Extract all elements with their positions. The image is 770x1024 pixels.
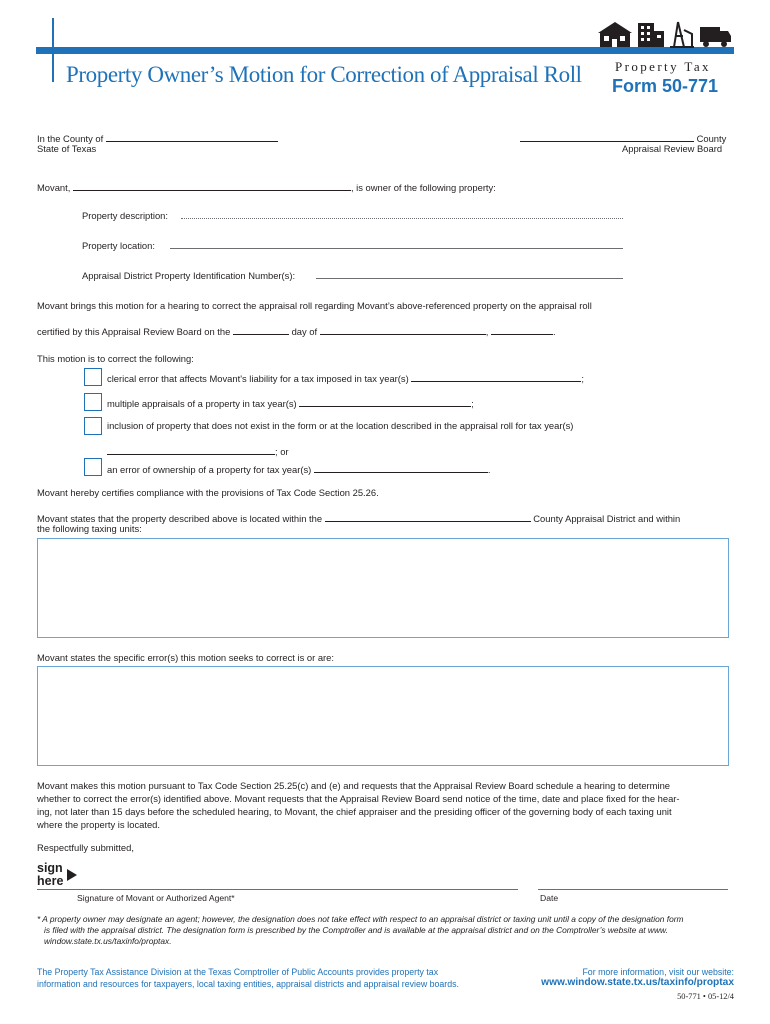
- nonexistent-end: ; or: [275, 446, 289, 457]
- movant-name-input[interactable]: [73, 180, 351, 191]
- closing-line-2: whether to correct the error(s) identified above. Movant requests that the Appraisal Review Board send notice of the time, date and place fixed for the hear-: [37, 793, 680, 804]
- clerical-error-option: [107, 371, 584, 385]
- header-blue-bar: [36, 47, 734, 54]
- house-icon: [598, 22, 632, 47]
- errors-label: Movant states the specific error(s) this motion seeks to correct is or are:: [37, 652, 334, 663]
- county-input[interactable]: [106, 131, 278, 142]
- period-text: .: [552, 326, 556, 337]
- clerical-error-label: clerical error that affects Movant's liability for a tax imposed in tax year(s): [107, 373, 409, 384]
- movant-label: Movant,: [37, 182, 71, 193]
- comma-text: ,: [485, 326, 489, 337]
- truck-icon: [700, 27, 731, 47]
- header-icons: [596, 18, 734, 48]
- property-location-label: Property location:: [82, 240, 155, 251]
- ownership-tax-year-input[interactable]: [314, 462, 488, 473]
- respectfully-submitted: Respectfully submitted,: [37, 842, 134, 853]
- movant-line: [37, 180, 496, 194]
- footer-left-line-2: information and resources for taxpayers, local taxing entities, appraisal districts and appraisal review boards.: [37, 979, 459, 989]
- taxing-units-suffix: County Appraisal District and within: [533, 513, 681, 524]
- ownership-end: .: [487, 464, 491, 475]
- certify-statement: Movant hereby certifies compliance with the provisions of Tax Code Section 25.26.: [37, 487, 379, 498]
- property-id-label: Appraisal District Property Identification Number(s):: [82, 270, 296, 281]
- nonexistent-property-label: inclusion of property that does not exist in the form or at the location described in the appraisal roll for tax year(s): [107, 420, 574, 431]
- footer-right-line-1: For more information, visit our website:: [582, 967, 734, 977]
- nonexistent-property-checkbox[interactable]: [84, 417, 102, 435]
- property-id-input[interactable]: [316, 267, 623, 279]
- sign-here-word1: sign: [37, 861, 63, 875]
- footnote-line-2: is filed with the appraisal district. The designation form is prescribed by the Comptroller and is available at the appraisal district and on the Comptroller’s website at www.: [44, 925, 668, 935]
- footnote-line-3: window.state.tx.us/taxinfo/proptax.: [44, 936, 172, 946]
- board-label: Appraisal Review Board: [622, 143, 723, 154]
- arb-county-input[interactable]: [520, 131, 694, 142]
- clerical-end: ;: [581, 373, 584, 384]
- multiple-tax-year-input[interactable]: [299, 396, 471, 407]
- footer-left-line-1: The Property Tax Assistance Division at the Texas Comptroller of Public Accounts provides property tax: [37, 967, 439, 977]
- multiple-appraisals-option: [107, 396, 474, 410]
- ownership-error-checkbox[interactable]: [84, 458, 102, 476]
- certified-year-input[interactable]: [491, 324, 553, 335]
- multiple-appraisals-checkbox[interactable]: [84, 393, 102, 411]
- footnote-line-1: * A property owner may designate an agent; however, the designation does not take effect with respect to an appraisal district or taxing unit until a copy of the designation form: [37, 914, 684, 924]
- signature-input[interactable]: [37, 878, 518, 890]
- county-of-label: In the County of: [37, 133, 104, 144]
- state-label: State of Texas: [37, 143, 97, 154]
- nonexistent-tax-year-line: [107, 444, 289, 458]
- closing-line-4: where the property is located.: [37, 819, 160, 830]
- multiple-appraisals-label: multiple appraisals of a property in tax year(s): [107, 398, 297, 409]
- property-description-input[interactable]: [181, 207, 623, 219]
- certified-line: [37, 324, 556, 338]
- taxing-units-line2: the following taxing units:: [37, 523, 142, 534]
- clerical-tax-year-input[interactable]: [411, 371, 581, 382]
- corrections-intro: This motion is to correct the following:: [37, 353, 194, 364]
- ownership-error-label: an error of ownership of a property for tax year(s): [107, 464, 312, 475]
- form-code: 50-771 • 05-12/4: [677, 992, 734, 1001]
- closing-line-1: Movant makes this motion pursuant to Tax Code Section 25.25(c) and (e) and requests that the Appraisal Review Board schedule a hearing to determine: [37, 780, 670, 791]
- nonexistent-tax-year-input[interactable]: [107, 444, 275, 455]
- property-description-label: Property description:: [82, 210, 168, 221]
- clerical-error-checkbox[interactable]: [84, 368, 102, 386]
- office-building-icon: [638, 23, 664, 47]
- form-category: Property Tax: [615, 59, 711, 74]
- taxing-units-textarea[interactable]: [37, 538, 729, 638]
- taxing-units-prefix: Movant states that the property described above is located within the: [37, 513, 323, 524]
- certified-day-input[interactable]: [233, 324, 289, 335]
- signature-label: Signature of Movant or Authorized Agent*: [77, 893, 235, 903]
- date-label: Date: [540, 893, 559, 903]
- form-number: Form 50-771: [612, 76, 719, 96]
- date-input[interactable]: [538, 878, 728, 890]
- motion-text: Movant brings this motion for a hearing to correct the appraisal roll regarding Movant’s above-referenced property on the appraisal roll: [37, 300, 592, 311]
- sign-here-word2: here: [37, 874, 64, 888]
- day-of-text: day of: [291, 326, 318, 337]
- certified-month-input[interactable]: [320, 324, 486, 335]
- owner-text: , is owner of the following property:: [350, 182, 496, 193]
- closing-line-3: ing, not later than 15 days before the scheduled hearing, to Movant, the chief appraiser and the presiding officer of the governing body of each taxing unit: [37, 806, 672, 817]
- footer-website-link[interactable]: www.window.state.tx.us/taxinfo/proptax: [541, 977, 734, 988]
- ownership-error-option: [107, 462, 490, 476]
- appraisal-district-input[interactable]: [325, 511, 531, 522]
- county-label: County: [696, 133, 727, 144]
- certified-prefix: certified by this Appraisal Review Board on the: [37, 326, 231, 337]
- errors-textarea[interactable]: [37, 666, 729, 766]
- property-location-input[interactable]: [170, 237, 623, 249]
- multiple-end: ;: [471, 398, 474, 409]
- oil-derrick-icon: [670, 22, 694, 47]
- form-title: Property Owner’s Motion for Correction of Appraisal Roll: [66, 62, 582, 87]
